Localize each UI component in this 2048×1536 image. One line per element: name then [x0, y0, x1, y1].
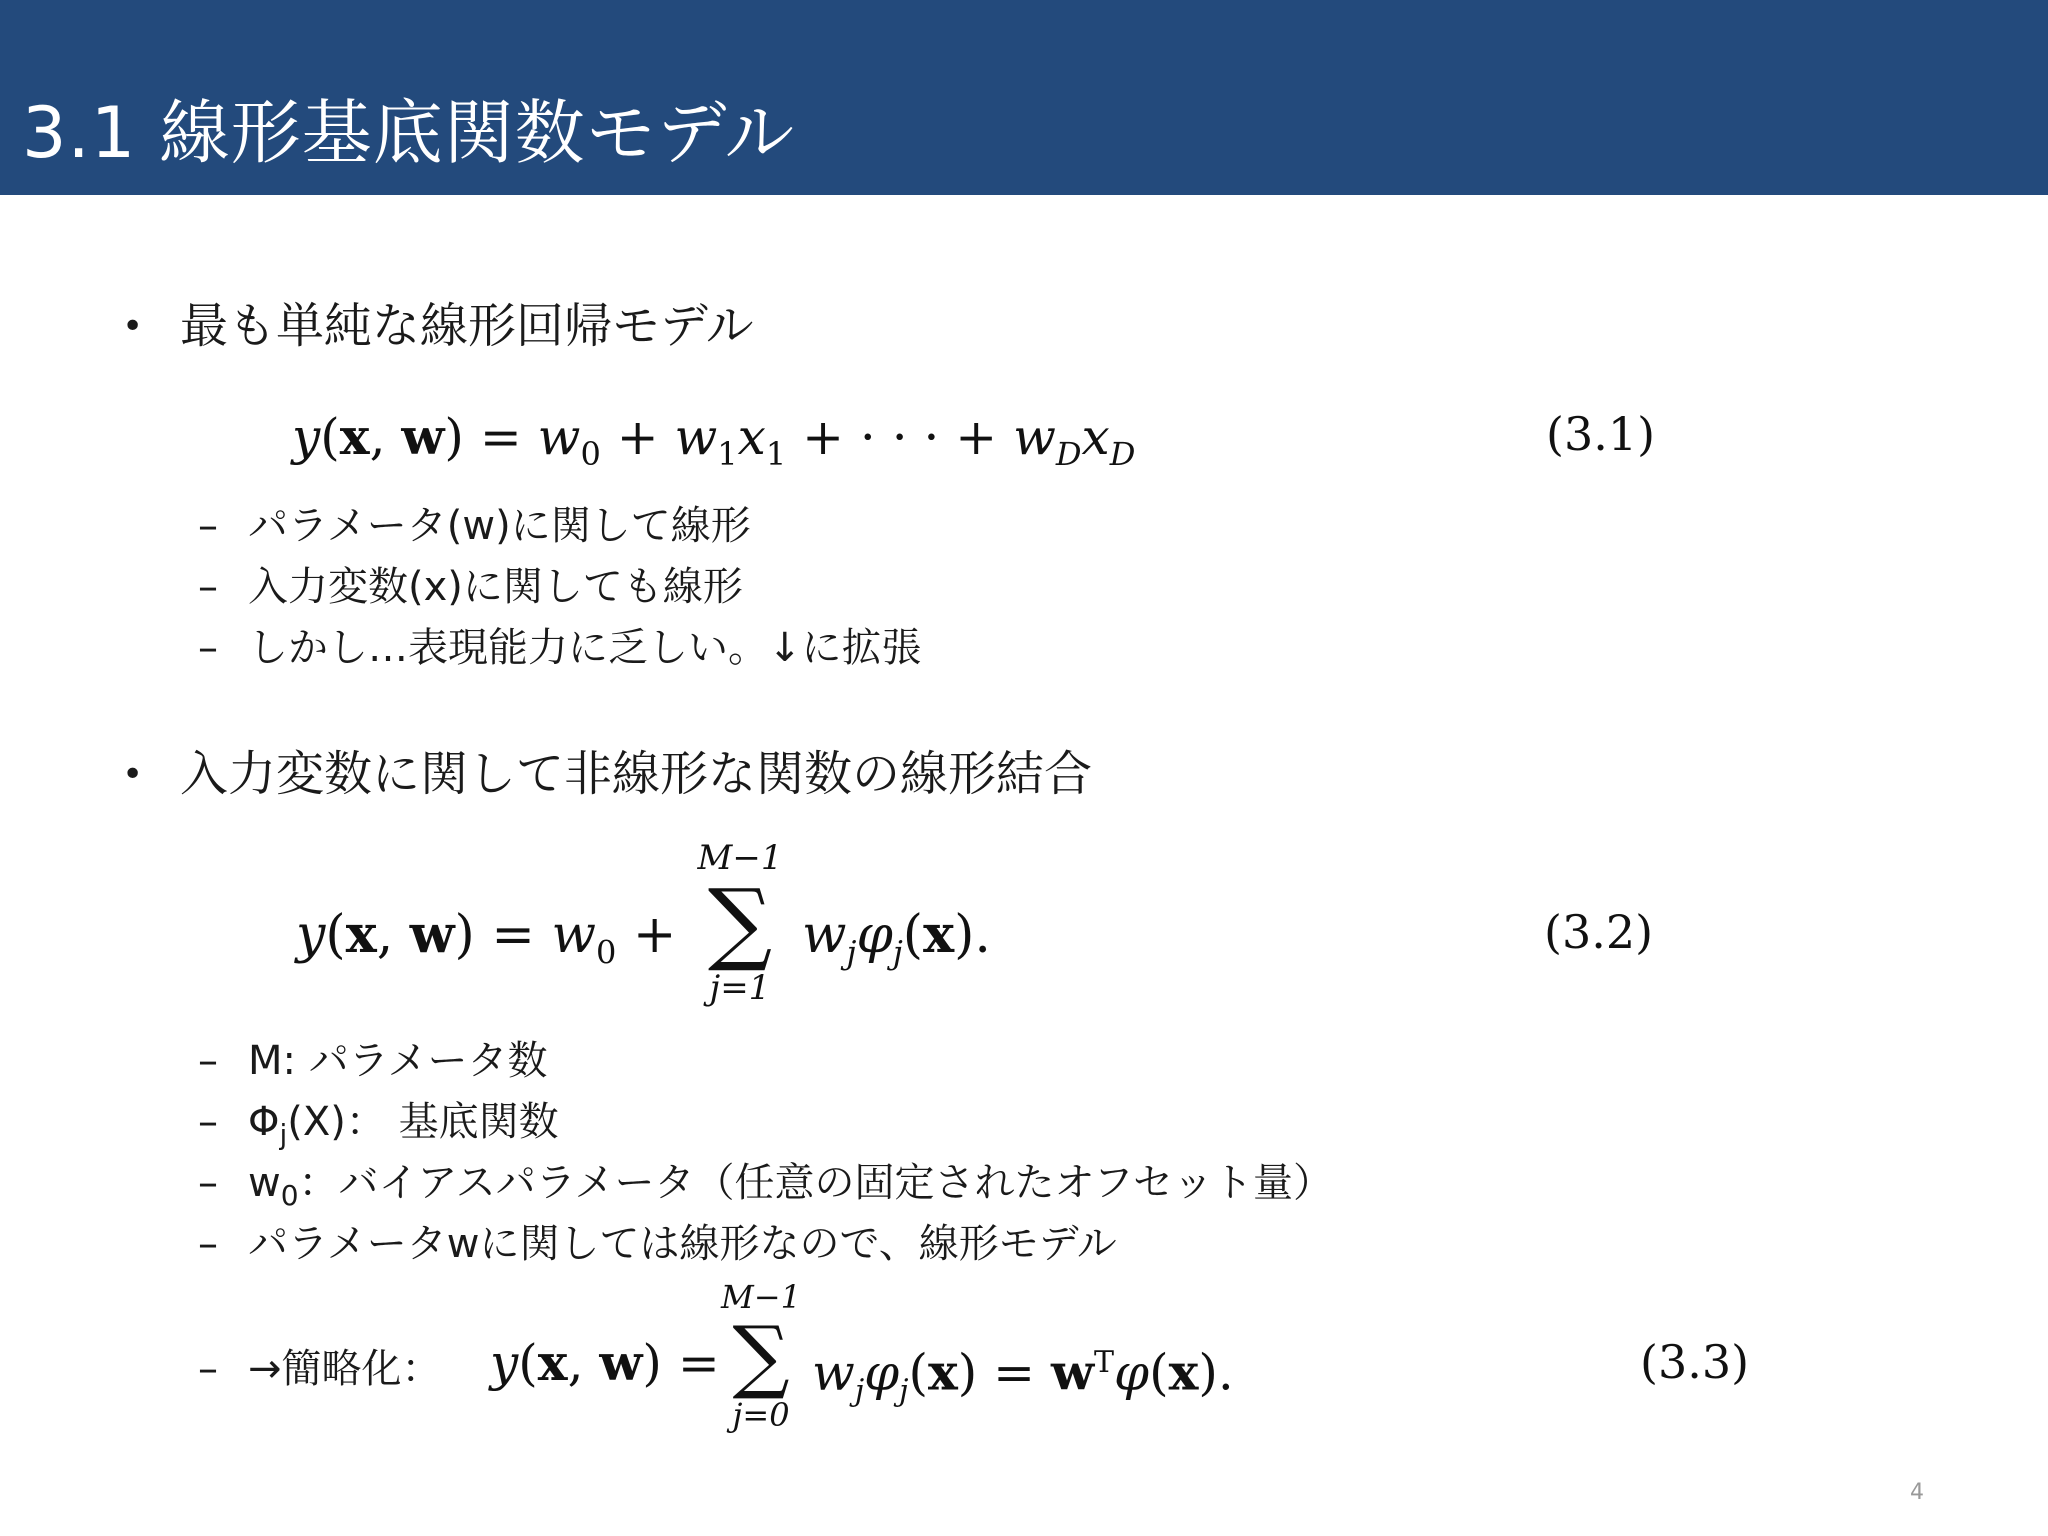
page-number: 4 [1910, 1480, 1924, 1505]
equation-3-3-rhs: $w_j\varphi_j(x) = w^T\varphi(x)$. [812, 1342, 1234, 1409]
equation-3-3-lhs: y(x, w) = [490, 1333, 720, 1392]
sum-symbol: M−1 ∑ j=1 [697, 838, 783, 1008]
bullet-marker: • [122, 306, 144, 347]
equation-number-3-3: (3.3) [1640, 1335, 1750, 1389]
equation-number-3-2: (3.2) [1544, 905, 1654, 959]
bullet-2-text: 入力変数に関して非線形な関数の線形結合 [180, 746, 1093, 802]
equation-3-2-rhs: $w_j\varphi_j(x)$. [802, 904, 991, 972]
slide-title: 3.1 線形基底関数モデル [22, 92, 796, 174]
sum-symbol: M−1 ∑ j=0 [721, 1278, 801, 1434]
bullet-marker: • [122, 754, 144, 795]
equation-3-1: y(x, $w) = w_0 + w_1x_1$ + · · · + $w_Dx_D$ [292, 407, 1136, 473]
bullet-1-text: 最も単純な線形回帰モデル [180, 298, 754, 354]
title-bar [0, 0, 2048, 195]
equation-number-3-1: (3.1) [1546, 407, 1656, 461]
equation-3-2-lhs: y(x, $w) = w_0$ + [296, 904, 677, 972]
